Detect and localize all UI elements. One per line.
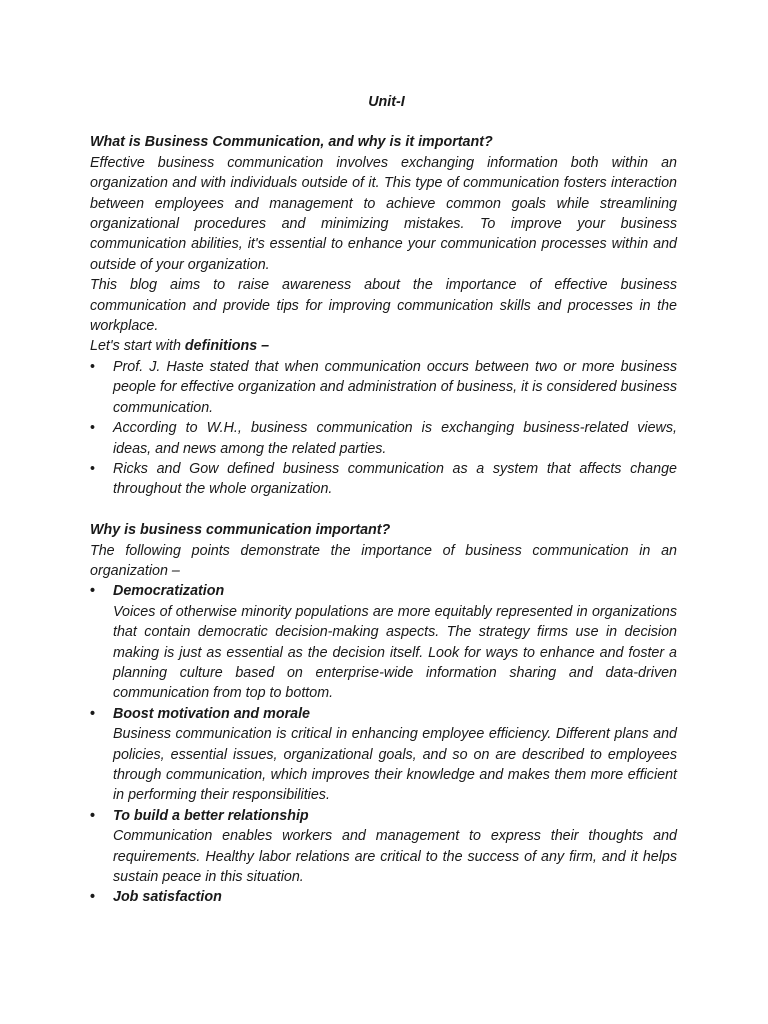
point-title: Job satisfaction <box>113 889 222 906</box>
bullet-icon: • <box>90 807 96 824</box>
list-item <box>90 418 677 459</box>
document-title: Unit-I <box>368 94 405 110</box>
bullet-icon: • <box>90 705 96 722</box>
list-item <box>90 704 677 806</box>
definitions-intro-text: Let's start with <box>90 338 185 355</box>
list-item <box>90 806 677 888</box>
point-title: Democratization <box>113 583 225 600</box>
list-item <box>90 887 677 907</box>
definitions-list <box>90 357 677 500</box>
definition-text: According to W.H., business communication is exchanging business-related views, ideas, and news among the related parties. <box>113 420 677 457</box>
bullet-icon: • <box>90 358 96 375</box>
bullet-icon: • <box>90 889 96 906</box>
bullet-icon: • <box>90 583 96 600</box>
list-item <box>90 459 677 500</box>
list-item <box>90 581 677 703</box>
point-body: Communication enables workers and management to express their thoughts and requirements. Healthy labor relations are critical to the success of any firm, and it helps sustain peace in this situation. <box>113 828 677 886</box>
section-heading-what-is: What is Business Communication, and why is it important? <box>90 134 493 151</box>
definitions-label: definitions – <box>184 338 270 355</box>
point-body: Business communication is critical in enhancing employee efficiency. Different plans and policies, essential issues, organizational goals, and so on are described to employees through communication, which improves their knowledge and makes them more efficient in performing their responsibilities. <box>113 726 677 804</box>
point-title: To build a better relationship <box>113 807 309 824</box>
definition-text: Prof. J. Haste stated that when communication occurs between two or more business people for effective organization and administration of business, it is considered business communication. <box>113 358 677 416</box>
document-page <box>90 92 677 908</box>
section-heading-why-important: Why is business communication important? <box>90 522 391 539</box>
point-body: Voices of otherwise minority populations are more equitably represented in organizations that contain democratic decision-making aspects. The strategy firms use in decision making is just as essential as the decision itself. Look for ways to enhance and foster a planning culture based on enterprise-wide information sharing and data-driven communication from top to bottom. <box>113 603 677 702</box>
spacer <box>90 500 677 520</box>
list-item <box>90 357 677 418</box>
bullet-icon: • <box>90 420 96 437</box>
definitions-intro-line <box>90 336 677 356</box>
paragraph-effective-communication: Effective business communication involves exchanging information both within an organization and with individuals outside of it. This type of communication fosters interaction between employees and management to achieve common goals while streamlining organizational procedures and minimizing mistakes. To improve your business communication abilities, it's essential to enhance your communication processes within and outside of your organization. <box>90 154 677 273</box>
paragraph-blog-aims: This blog aims to raise awareness about the importance of effective business communication and provide tips for improving communication skills and processes in the workplace. <box>90 277 677 335</box>
paragraph-following-points: The following points demonstrate the importance of business communication in an organization – <box>90 542 677 579</box>
importance-points-list <box>90 581 677 908</box>
bullet-icon: • <box>90 460 96 477</box>
definition-text: Ricks and Gow defined business communication as a system that affects change throughout the whole organization. <box>113 460 677 498</box>
point-title: Boost motivation and morale <box>113 705 311 722</box>
